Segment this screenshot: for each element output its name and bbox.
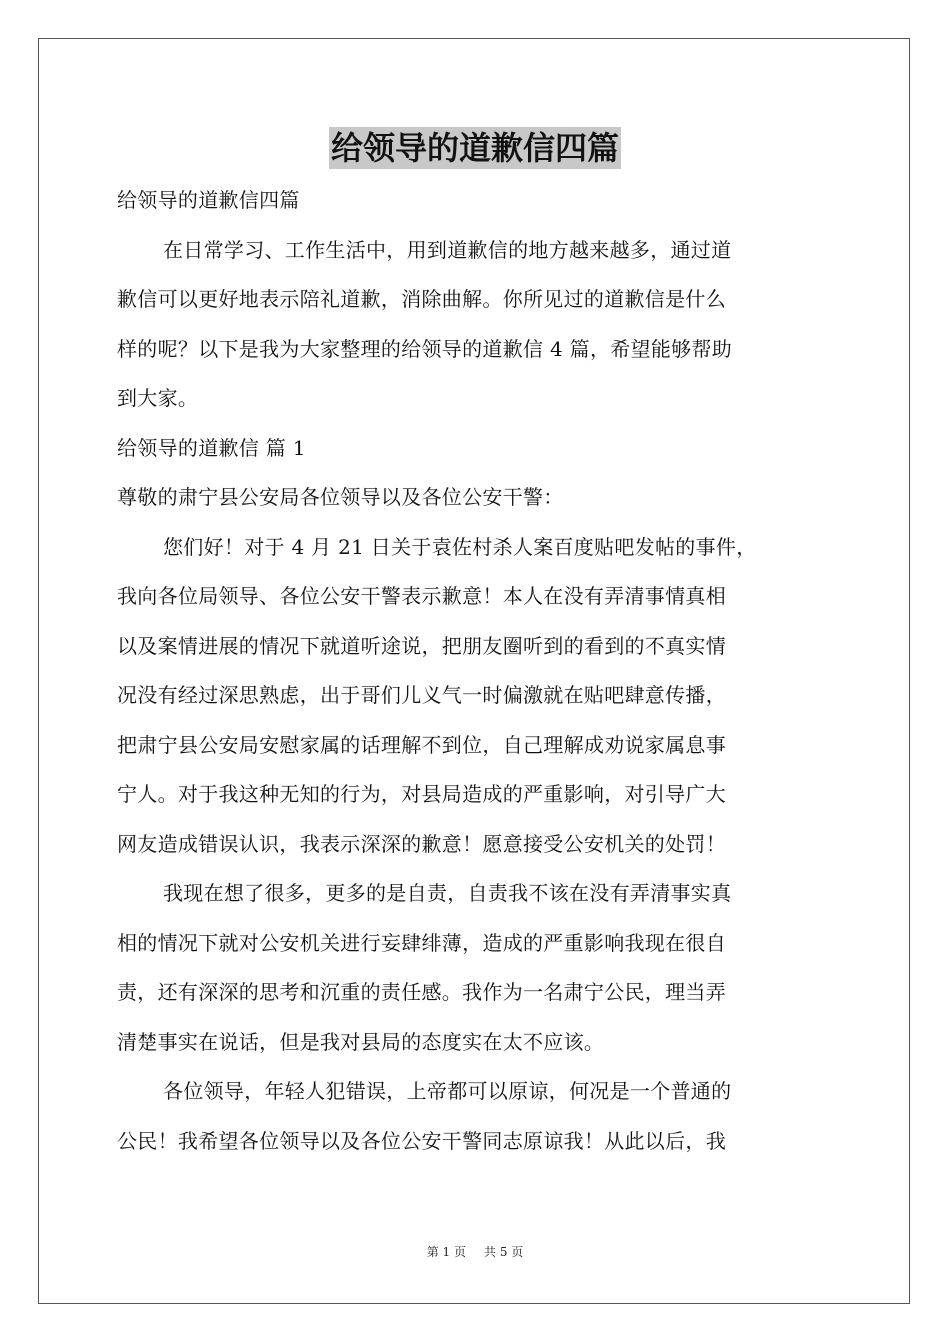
- text-line: 责，还有深深的思考和沉重的责任感。我作为一名肃宁公民，理当弄: [117, 980, 726, 1004]
- text-line: 宁人。对于我这种无知的行为，对县局造成的严重影响，对引导广大: [117, 782, 726, 806]
- text-line: 到大家。: [117, 386, 199, 410]
- text-line: 给领导的道歉信四篇: [117, 188, 300, 212]
- text-line: 给领导的道歉信 篇 1: [117, 435, 306, 460]
- text-line: 清楚事实在说话，但是我对县局的态度实在太不应该。: [117, 1029, 605, 1054]
- text-line: 各位领导，年轻人犯错误，上帝都可以原谅，何况是一个普通的: [163, 1079, 732, 1103]
- text-line: 网友造成错误认识，我表示深深的歉意！愿意接受公安机关的处罚！: [117, 831, 726, 856]
- page-footer: [0, 1244, 950, 1260]
- text-line: 把肃宁县公安局安慰家属的话理解不到位，自己理解成劝说家属息事: [117, 732, 726, 757]
- text-line: 公民！我希望各位领导以及各位公安干警同志原谅我！从此以后，我: [117, 1128, 726, 1153]
- text-line: 我现在想了很多，更多的是自责，自责我不该在没有弄清事实真: [163, 881, 732, 905]
- text-line: 样的呢？以下是我为大家整理的给领导的道歉信 4 篇，希望能够帮助: [117, 336, 733, 361]
- text-line: 我向各位局领导、各位公安干警表示歉意！本人在没有弄清事情真相: [117, 584, 726, 608]
- page-number: 第 1 页: [426, 1245, 466, 1259]
- text-line: 况没有经过深思熟虑，出于哥们儿义气一时偏激就在贴吧肆意传播，: [117, 683, 726, 707]
- page-total: 共 5 页: [484, 1245, 524, 1259]
- text-line: 歉信可以更好地表示陪礼道歉，消除曲解。你所见过的道歉信是什么: [117, 287, 726, 311]
- text-line: 以及案情进展的情况下就道听途说，把朋友圈听到的看到的不真实情: [117, 633, 726, 658]
- text-line: 在日常学习、工作生活中，用到道歉信的地方越来越多，通过道: [163, 237, 732, 262]
- text-line: 您们好！对于 4 月 21 日关于袁佐村杀人案百度贴吧发帖的事件，: [163, 534, 757, 559]
- title-area: [0, 127, 950, 169]
- text-line: 尊敬的肃宁县公安局各位领导以及各位公安干警：: [117, 485, 564, 509]
- document-title: 给领导的道歉信四篇: [330, 129, 619, 167]
- text-line: 相的情况下就对公安机关进行妄肆绯薄，造成的严重影响我现在很自: [117, 930, 726, 955]
- document-body: [117, 176, 835, 1166]
